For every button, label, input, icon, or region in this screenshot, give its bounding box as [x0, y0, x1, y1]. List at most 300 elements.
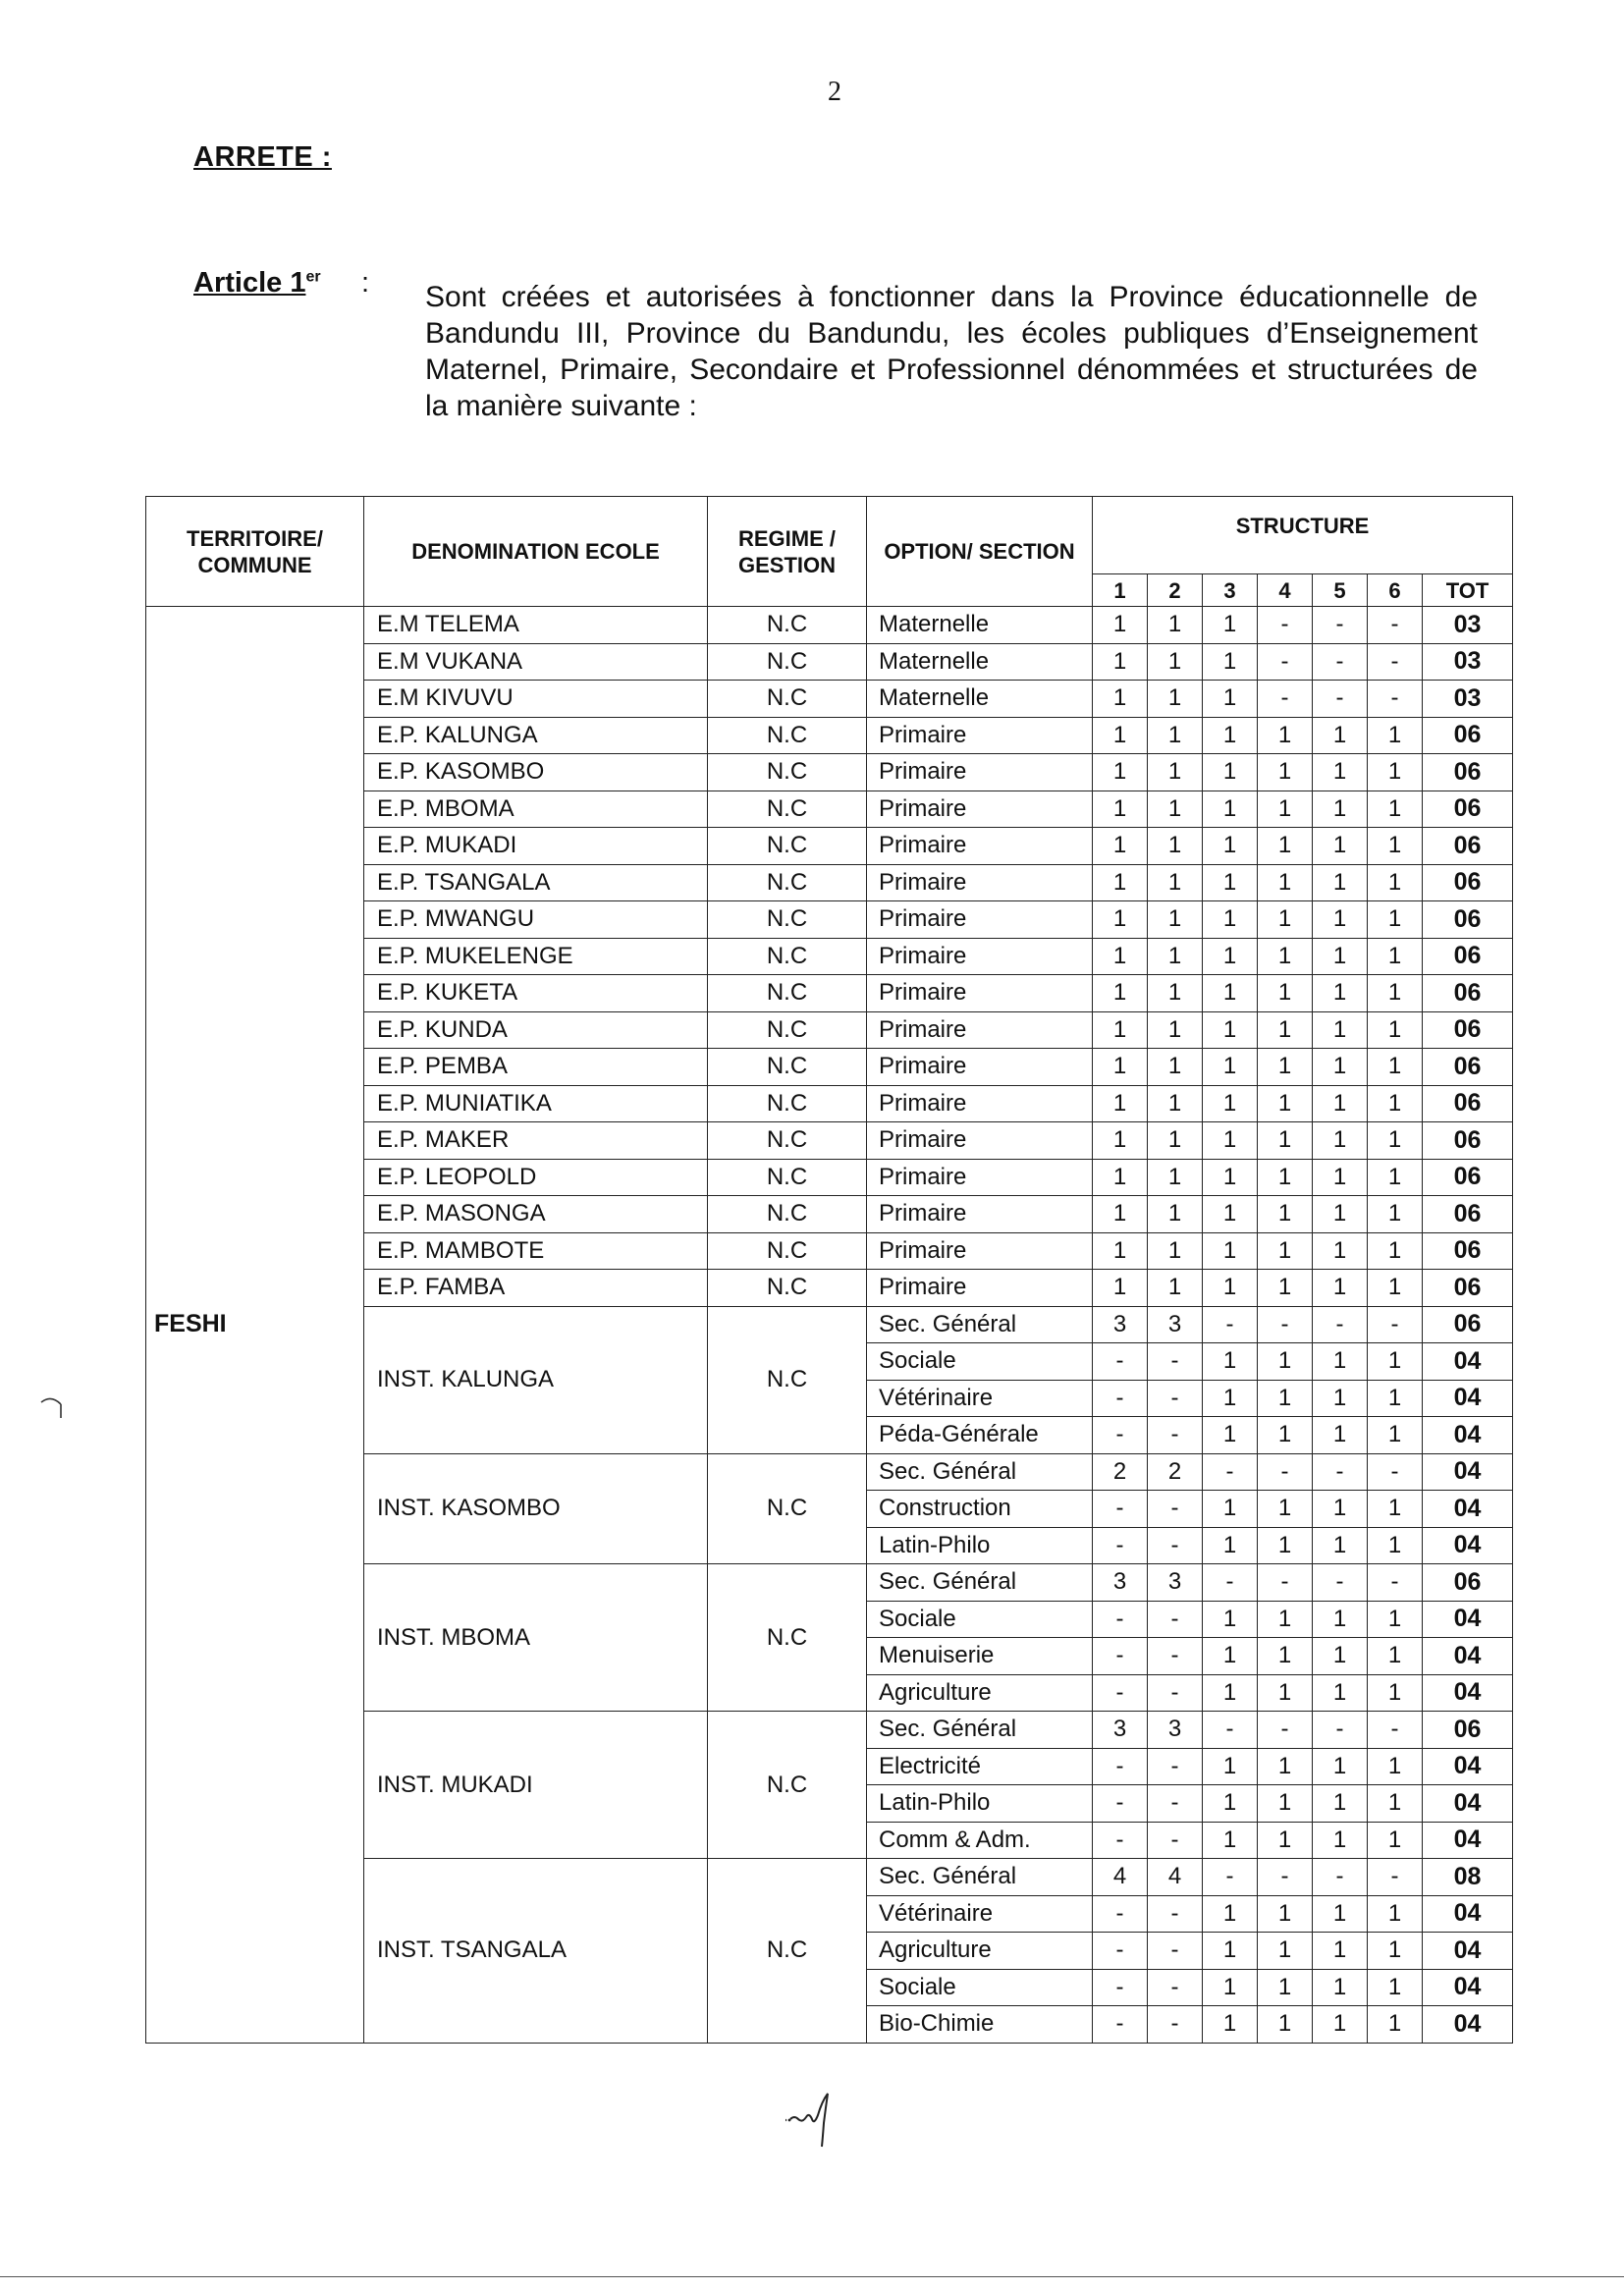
structure-cell-2: 1 [1148, 1232, 1203, 1270]
total-cell: 06 [1423, 791, 1513, 828]
structure-cell-4: 1 [1258, 717, 1313, 754]
structure-cell-2: 3 [1148, 1712, 1203, 1749]
total-cell: 04 [1423, 1380, 1513, 1417]
structure-cell-1: - [1093, 1527, 1148, 1564]
structure-cell-1: - [1093, 1674, 1148, 1712]
margin-mark [39, 1394, 69, 1424]
option-cell: Agriculture [867, 1674, 1093, 1712]
structure-cell-5: 1 [1313, 828, 1368, 865]
school-name: E.P. FAMBA [364, 1270, 708, 1307]
structure-cell-2: 1 [1148, 681, 1203, 718]
header-col-5: 5 [1313, 574, 1368, 607]
structure-cell-3: 1 [1203, 828, 1258, 865]
structure-cell-6: 1 [1368, 1674, 1423, 1712]
institute-name: INST. MBOMA [364, 1564, 708, 1712]
structure-cell-4: - [1258, 643, 1313, 681]
structure-cell-4: 1 [1258, 1748, 1313, 1785]
structure-cell-3: 1 [1203, 1011, 1258, 1049]
regime-cell: N.C [708, 1085, 867, 1122]
option-cell: Primaire [867, 1011, 1093, 1049]
structure-cell-1: 1 [1093, 1011, 1148, 1049]
school-name: E.M KIVUVU [364, 681, 708, 718]
article-colon: : [361, 267, 370, 299]
structure-cell-1: 1 [1093, 643, 1148, 681]
structure-cell-5: - [1313, 681, 1368, 718]
structure-cell-1: - [1093, 1417, 1148, 1454]
structure-cell-5: 1 [1313, 1601, 1368, 1638]
institute-name: INST. TSANGALA [364, 1859, 708, 2044]
structure-cell-6: 1 [1368, 901, 1423, 939]
regime-cell: N.C [708, 1859, 867, 2044]
structure-cell-2: 4 [1148, 1859, 1203, 1896]
structure-cell-1: 1 [1093, 681, 1148, 718]
structure-cell-2: - [1148, 1527, 1203, 1564]
structure-cell-2: 1 [1148, 607, 1203, 644]
structure-cell-2: 1 [1148, 901, 1203, 939]
structure-cell-6: 1 [1368, 864, 1423, 901]
structure-cell-3: 1 [1203, 1491, 1258, 1528]
structure-cell-1: - [1093, 1933, 1148, 1970]
school-name: E.M TELEMA [364, 607, 708, 644]
total-cell: 06 [1423, 1564, 1513, 1602]
total-cell: 04 [1423, 1417, 1513, 1454]
structure-cell-4: 1 [1258, 754, 1313, 791]
header-col-1: 1 [1093, 574, 1148, 607]
article-superscript: er [305, 268, 321, 286]
total-cell: 03 [1423, 607, 1513, 644]
option-cell: Menuiserie [867, 1638, 1093, 1675]
structure-cell-4: 1 [1258, 1380, 1313, 1417]
total-cell: 06 [1423, 1306, 1513, 1343]
total-cell: 06 [1423, 1712, 1513, 1749]
structure-cell-2: - [1148, 1969, 1203, 2006]
structure-cell-6: 1 [1368, 2006, 1423, 2044]
total-cell: 04 [1423, 1453, 1513, 1491]
structure-cell-3: 1 [1203, 938, 1258, 975]
structure-cell-6: 1 [1368, 1380, 1423, 1417]
option-cell: Sec. Général [867, 1564, 1093, 1602]
structure-cell-4: 1 [1258, 1601, 1313, 1638]
structure-cell-3: 1 [1203, 1417, 1258, 1454]
total-cell: 06 [1423, 1196, 1513, 1233]
structure-cell-6: - [1368, 1564, 1423, 1602]
schools-table [145, 496, 1513, 2044]
table-body [146, 607, 1513, 2044]
school-name: E.P. KASOMBO [364, 754, 708, 791]
total-cell: 08 [1423, 1859, 1513, 1896]
structure-cell-4: 1 [1258, 864, 1313, 901]
option-cell: Primaire [867, 864, 1093, 901]
structure-cell-6: 1 [1368, 975, 1423, 1012]
structure-cell-2: 1 [1148, 717, 1203, 754]
structure-cell-4: - [1258, 681, 1313, 718]
structure-cell-6: 1 [1368, 1196, 1423, 1233]
option-cell: Primaire [867, 1049, 1093, 1086]
structure-cell-4: 1 [1258, 975, 1313, 1012]
structure-cell-2: - [1148, 1822, 1203, 1859]
structure-cell-5: 1 [1313, 717, 1368, 754]
structure-cell-6: 1 [1368, 938, 1423, 975]
structure-cell-4: 1 [1258, 1933, 1313, 1970]
option-cell: Primaire [867, 791, 1093, 828]
total-cell: 06 [1423, 828, 1513, 865]
structure-cell-1: - [1093, 1638, 1148, 1675]
regime-cell: N.C [708, 1453, 867, 1564]
structure-cell-2: 1 [1148, 754, 1203, 791]
regime-cell: N.C [708, 1564, 867, 1712]
option-cell: Vétérinaire [867, 1895, 1093, 1933]
decree-heading: ARRETE : [193, 141, 332, 173]
option-cell: Primaire [867, 828, 1093, 865]
school-name: E.P. LEOPOLD [364, 1159, 708, 1196]
total-cell: 06 [1423, 1232, 1513, 1270]
structure-cell-6: - [1368, 607, 1423, 644]
structure-cell-3: - [1203, 1859, 1258, 1896]
option-cell: Sociale [867, 1601, 1093, 1638]
structure-cell-3: 1 [1203, 1270, 1258, 1307]
structure-cell-4: - [1258, 1453, 1313, 1491]
structure-cell-5: 1 [1313, 1196, 1368, 1233]
structure-cell-2: 1 [1148, 828, 1203, 865]
structure-cell-3: 1 [1203, 1380, 1258, 1417]
regime-cell: N.C [708, 607, 867, 644]
structure-cell-6: - [1368, 1712, 1423, 1749]
structure-cell-4: 1 [1258, 1822, 1313, 1859]
structure-cell-4: 1 [1258, 1785, 1313, 1823]
structure-cell-6: 1 [1368, 1232, 1423, 1270]
total-cell: 06 [1423, 1049, 1513, 1086]
structure-cell-6: 1 [1368, 1270, 1423, 1307]
structure-cell-3: 1 [1203, 1674, 1258, 1712]
school-name: E.P. MAMBOTE [364, 1232, 708, 1270]
structure-cell-3: 1 [1203, 1232, 1258, 1270]
total-cell: 06 [1423, 1270, 1513, 1307]
structure-cell-6: 1 [1368, 1011, 1423, 1049]
structure-cell-4: 1 [1258, 1085, 1313, 1122]
structure-cell-6: 1 [1368, 1049, 1423, 1086]
structure-cell-6: 1 [1368, 1748, 1423, 1785]
structure-cell-5: 1 [1313, 1638, 1368, 1675]
option-cell: Agriculture [867, 1933, 1093, 1970]
total-cell: 06 [1423, 1122, 1513, 1160]
structure-cell-1: 1 [1093, 1049, 1148, 1086]
structure-cell-2: - [1148, 1343, 1203, 1381]
total-cell: 04 [1423, 1785, 1513, 1823]
structure-cell-5: 1 [1313, 1748, 1368, 1785]
table-header [146, 497, 1513, 607]
structure-cell-1: 1 [1093, 791, 1148, 828]
structure-cell-3: 1 [1203, 1638, 1258, 1675]
structure-cell-2: - [1148, 2006, 1203, 2044]
institute-name: INST. KASOMBO [364, 1453, 708, 1564]
option-cell: Maternelle [867, 681, 1093, 718]
structure-cell-5: - [1313, 607, 1368, 644]
option-cell: Primaire [867, 1232, 1093, 1270]
structure-cell-5: 1 [1313, 1527, 1368, 1564]
structure-cell-5: 1 [1313, 975, 1368, 1012]
option-cell: Construction [867, 1491, 1093, 1528]
total-cell: 04 [1423, 1638, 1513, 1675]
structure-cell-3: 1 [1203, 754, 1258, 791]
regime-cell: N.C [708, 1122, 867, 1160]
structure-cell-1: 3 [1093, 1564, 1148, 1602]
regime-cell: N.C [708, 1011, 867, 1049]
total-cell: 03 [1423, 643, 1513, 681]
structure-cell-4: 1 [1258, 938, 1313, 975]
option-cell: Primaire [867, 1085, 1093, 1122]
structure-cell-5: 1 [1313, 1159, 1368, 1196]
header-col-6: 6 [1368, 574, 1423, 607]
total-cell: 04 [1423, 1822, 1513, 1859]
structure-cell-3: 1 [1203, 1343, 1258, 1381]
structure-cell-3: 1 [1203, 791, 1258, 828]
regime-cell: N.C [708, 643, 867, 681]
total-cell: 04 [1423, 1601, 1513, 1638]
regime-cell: N.C [708, 828, 867, 865]
structure-cell-6: 1 [1368, 1822, 1423, 1859]
option-cell: Primaire [867, 975, 1093, 1012]
structure-cell-2: 1 [1148, 791, 1203, 828]
structure-cell-5: - [1313, 1306, 1368, 1343]
structure-cell-2: 3 [1148, 1306, 1203, 1343]
regime-cell: N.C [708, 1196, 867, 1233]
structure-cell-5: 1 [1313, 1343, 1368, 1381]
structure-cell-4: - [1258, 1306, 1313, 1343]
option-cell: Vétérinaire [867, 1380, 1093, 1417]
regime-cell: N.C [708, 681, 867, 718]
option-cell: Maternelle [867, 643, 1093, 681]
structure-cell-4: - [1258, 607, 1313, 644]
total-cell: 06 [1423, 864, 1513, 901]
structure-cell-4: 1 [1258, 1232, 1313, 1270]
structure-cell-4: 1 [1258, 1049, 1313, 1086]
option-cell: Sec. Général [867, 1859, 1093, 1896]
structure-cell-5: 1 [1313, 901, 1368, 939]
structure-cell-3: 1 [1203, 1933, 1258, 1970]
structure-cell-6: 1 [1368, 754, 1423, 791]
option-cell: Primaire [867, 1270, 1093, 1307]
total-cell: 06 [1423, 1159, 1513, 1196]
school-name: E.P. KALUNGA [364, 717, 708, 754]
structure-cell-4: 1 [1258, 1122, 1313, 1160]
option-cell: Bio-Chimie [867, 2006, 1093, 2044]
structure-cell-1: 1 [1093, 901, 1148, 939]
regime-cell: N.C [708, 1049, 867, 1086]
structure-cell-3: 1 [1203, 717, 1258, 754]
table-row [146, 607, 1513, 644]
structure-cell-5: 1 [1313, 1785, 1368, 1823]
structure-cell-5: 1 [1313, 1011, 1368, 1049]
structure-cell-5: 1 [1313, 1380, 1368, 1417]
school-name: E.P. MASONGA [364, 1196, 708, 1233]
structure-cell-2: - [1148, 1933, 1203, 1970]
structure-cell-6: 1 [1368, 1969, 1423, 2006]
structure-cell-1: - [1093, 1785, 1148, 1823]
structure-cell-4: 1 [1258, 1969, 1313, 2006]
structure-cell-4: - [1258, 1859, 1313, 1896]
structure-cell-1: - [1093, 1343, 1148, 1381]
institute-name: INST. KALUNGA [364, 1306, 708, 1453]
territoire-cell: FESHI [146, 607, 364, 2044]
structure-cell-1: - [1093, 1748, 1148, 1785]
structure-cell-5: 1 [1313, 1417, 1368, 1454]
structure-cell-3: 1 [1203, 1785, 1258, 1823]
structure-cell-2: - [1148, 1674, 1203, 1712]
structure-cell-5: - [1313, 1564, 1368, 1602]
structure-cell-1: - [1093, 1601, 1148, 1638]
structure-cell-2: 1 [1148, 1085, 1203, 1122]
school-name: E.P. MBOMA [364, 791, 708, 828]
regime-cell: N.C [708, 1270, 867, 1307]
structure-cell-3: 1 [1203, 1822, 1258, 1859]
structure-cell-5: 1 [1313, 1822, 1368, 1859]
structure-cell-6: 1 [1368, 1491, 1423, 1528]
structure-cell-3: 1 [1203, 975, 1258, 1012]
structure-cell-5: 1 [1313, 754, 1368, 791]
option-cell: Péda-Générale [867, 1417, 1093, 1454]
structure-cell-1: 1 [1093, 864, 1148, 901]
structure-cell-3: - [1203, 1564, 1258, 1602]
structure-cell-4: 1 [1258, 1527, 1313, 1564]
total-cell: 04 [1423, 1969, 1513, 2006]
structure-cell-4: 1 [1258, 1270, 1313, 1307]
header-col-tot: TOT [1423, 574, 1513, 607]
structure-cell-1: 1 [1093, 1196, 1148, 1233]
structure-cell-6: 1 [1368, 1343, 1423, 1381]
structure-cell-1: 1 [1093, 607, 1148, 644]
option-cell: Primaire [867, 1122, 1093, 1160]
structure-cell-6: 1 [1368, 1085, 1423, 1122]
regime-cell: N.C [708, 864, 867, 901]
structure-cell-4: 1 [1258, 1674, 1313, 1712]
total-cell: 06 [1423, 717, 1513, 754]
regime-cell: N.C [708, 975, 867, 1012]
structure-cell-2: - [1148, 1748, 1203, 1785]
total-cell: 06 [1423, 1011, 1513, 1049]
structure-cell-3: - [1203, 1453, 1258, 1491]
total-cell: 04 [1423, 1933, 1513, 1970]
total-cell: 04 [1423, 1895, 1513, 1933]
option-cell: Primaire [867, 1196, 1093, 1233]
structure-cell-5: 1 [1313, 864, 1368, 901]
structure-cell-1: 4 [1093, 1859, 1148, 1896]
structure-cell-3: - [1203, 1712, 1258, 1749]
structure-cell-1: - [1093, 1491, 1148, 1528]
structure-cell-6: 1 [1368, 1527, 1423, 1564]
structure-cell-4: 1 [1258, 1417, 1313, 1454]
option-cell: Primaire [867, 754, 1093, 791]
structure-cell-3: - [1203, 1306, 1258, 1343]
structure-cell-2: - [1148, 1417, 1203, 1454]
structure-cell-6: - [1368, 1306, 1423, 1343]
structure-cell-4: 1 [1258, 2006, 1313, 2044]
structure-cell-6: - [1368, 643, 1423, 681]
footer-rule [0, 2276, 1624, 2277]
option-cell: Maternelle [867, 607, 1093, 644]
structure-cell-1: 1 [1093, 717, 1148, 754]
structure-cell-1: 1 [1093, 1122, 1148, 1160]
structure-cell-6: 1 [1368, 1601, 1423, 1638]
option-cell: Sociale [867, 1343, 1093, 1381]
option-cell: Primaire [867, 938, 1093, 975]
total-cell: 06 [1423, 901, 1513, 939]
structure-cell-2: 1 [1148, 643, 1203, 681]
regime-cell: N.C [708, 1306, 867, 1453]
structure-cell-3: 1 [1203, 1085, 1258, 1122]
regime-cell: N.C [708, 901, 867, 939]
handwritten-initials [785, 2090, 864, 2149]
structure-cell-5: - [1313, 643, 1368, 681]
header-col-4: 4 [1258, 574, 1313, 607]
structure-cell-2: - [1148, 1491, 1203, 1528]
structure-cell-6: 1 [1368, 1122, 1423, 1160]
total-cell: 04 [1423, 1343, 1513, 1381]
structure-cell-4: 1 [1258, 1638, 1313, 1675]
option-cell: Latin-Philo [867, 1785, 1093, 1823]
structure-cell-4: 1 [1258, 1011, 1313, 1049]
structure-cell-5: 1 [1313, 1049, 1368, 1086]
structure-cell-3: 1 [1203, 1159, 1258, 1196]
structure-cell-2: - [1148, 1895, 1203, 1933]
structure-cell-5: 1 [1313, 1969, 1368, 2006]
option-cell: Primaire [867, 1159, 1093, 1196]
structure-cell-2: - [1148, 1638, 1203, 1675]
structure-cell-6: 1 [1368, 717, 1423, 754]
option-cell: Sec. Général [867, 1712, 1093, 1749]
structure-cell-4: 1 [1258, 901, 1313, 939]
structure-cell-3: 1 [1203, 643, 1258, 681]
structure-cell-3: 1 [1203, 864, 1258, 901]
school-name: E.M VUKANA [364, 643, 708, 681]
option-cell: Sociale [867, 1969, 1093, 2006]
header-denomination: DENOMINATION ECOLE [364, 497, 708, 607]
school-name: E.P. MUKADI [364, 828, 708, 865]
regime-cell: N.C [708, 938, 867, 975]
structure-cell-2: 1 [1148, 864, 1203, 901]
total-cell: 04 [1423, 1674, 1513, 1712]
structure-cell-2: 1 [1148, 1159, 1203, 1196]
structure-cell-5: 1 [1313, 1491, 1368, 1528]
structure-cell-5: 1 [1313, 1674, 1368, 1712]
structure-cell-6: 1 [1368, 1933, 1423, 1970]
school-name: E.P. KUNDA [364, 1011, 708, 1049]
structure-cell-4: 1 [1258, 1159, 1313, 1196]
school-name: E.P. KUKETA [364, 975, 708, 1012]
structure-cell-3: 1 [1203, 1196, 1258, 1233]
school-name: E.P. MAKER [364, 1122, 708, 1160]
total-cell: 06 [1423, 938, 1513, 975]
structure-cell-5: 1 [1313, 1122, 1368, 1160]
structure-cell-1: 1 [1093, 754, 1148, 791]
structure-cell-6: 1 [1368, 1159, 1423, 1196]
regime-cell: N.C [708, 791, 867, 828]
structure-cell-3: 1 [1203, 1969, 1258, 2006]
total-cell: 06 [1423, 1085, 1513, 1122]
option-cell: Sec. Général [867, 1306, 1093, 1343]
option-cell: Electricité [867, 1748, 1093, 1785]
structure-cell-1: 1 [1093, 938, 1148, 975]
regime-cell: N.C [708, 1232, 867, 1270]
structure-cell-2: - [1148, 1601, 1203, 1638]
structure-cell-3: 1 [1203, 1122, 1258, 1160]
regime-cell: N.C [708, 717, 867, 754]
structure-cell-4: 1 [1258, 1196, 1313, 1233]
structure-cell-6: - [1368, 681, 1423, 718]
structure-cell-6: 1 [1368, 1895, 1423, 1933]
structure-cell-2: 1 [1148, 938, 1203, 975]
institute-name: INST. MUKADI [364, 1712, 708, 1859]
structure-cell-2: 1 [1148, 1049, 1203, 1086]
